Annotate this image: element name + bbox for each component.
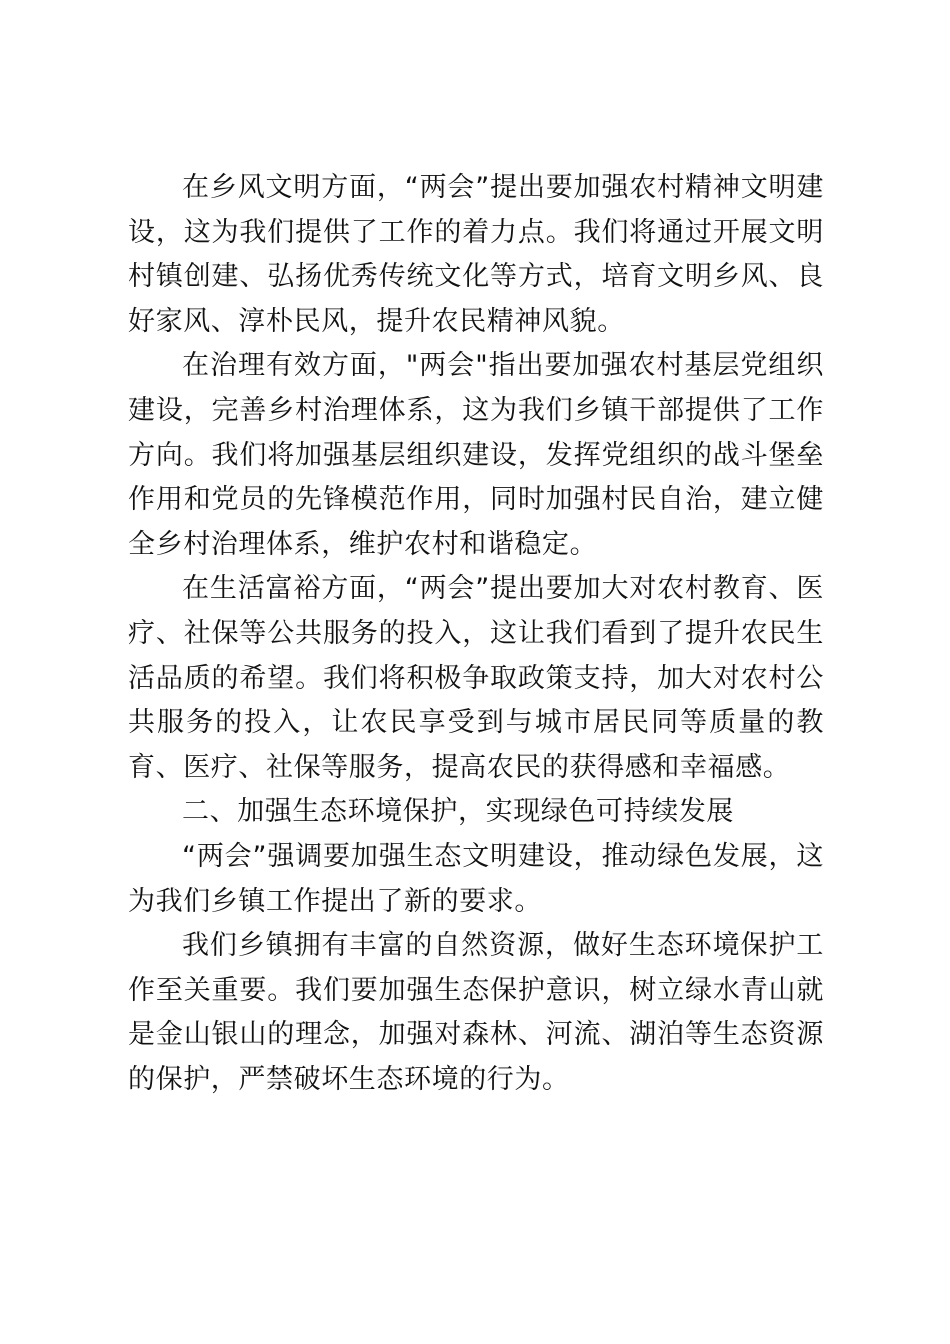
paragraph-rural-civility: 在乡风文明方面，“两会”提出要加强农村精神文明建设，这为我们提供了工作的着力点。我们将通过开展文明村镇创建、弘扬优秀传统文化等方式，培育文明乡风、良好家风、淳朴民风，提升农民精神风貌。 [128,172,824,337]
paragraph-effective-governance: 在治理有效方面，"两会"指出要加强农村基层党组织建设，完善乡村治理体系，这为我们乡镇干部提供了工作方向。我们将加强基层组织建设，发挥党组织的战斗堡垒作用和党员的先锋模范作用，同时加强村民自治，建立健全乡村治理体系，维护农村和谐稳定。 [128,350,824,560]
document-body [128,166,824,1102]
paragraph-prosperous-life: 在生活富裕方面，“两会”提出要加大对农村教育、医疗、社保等公共服务的投入，这让我们看到了提升农民生活品质的希望。我们将积极争取政策支持，加大对农村公共服务的投入，让农民享受到与城市居民同等质量的教育、医疗、社保等服务，提高农民的获得感和幸福感。 [128,573,824,783]
paragraph-ecological-civilization: “两会”强调要加强生态文明建设，推动绿色发展，这为我们乡镇工作提出了新的要求。 [128,840,824,917]
paragraph-natural-resources: 我们乡镇拥有丰富的自然资源，做好生态环境保护工作至关重要。我们要加强生态保护意识，树立绿水青山就是金山银山的理念，加强对森林、河流、湖泊等生态资源的保护，严禁破坏生态环境的行为。 [128,930,824,1095]
section-heading-ecology: 二、加强生态环境保护，实现绿色可持续发展 [182,796,734,828]
